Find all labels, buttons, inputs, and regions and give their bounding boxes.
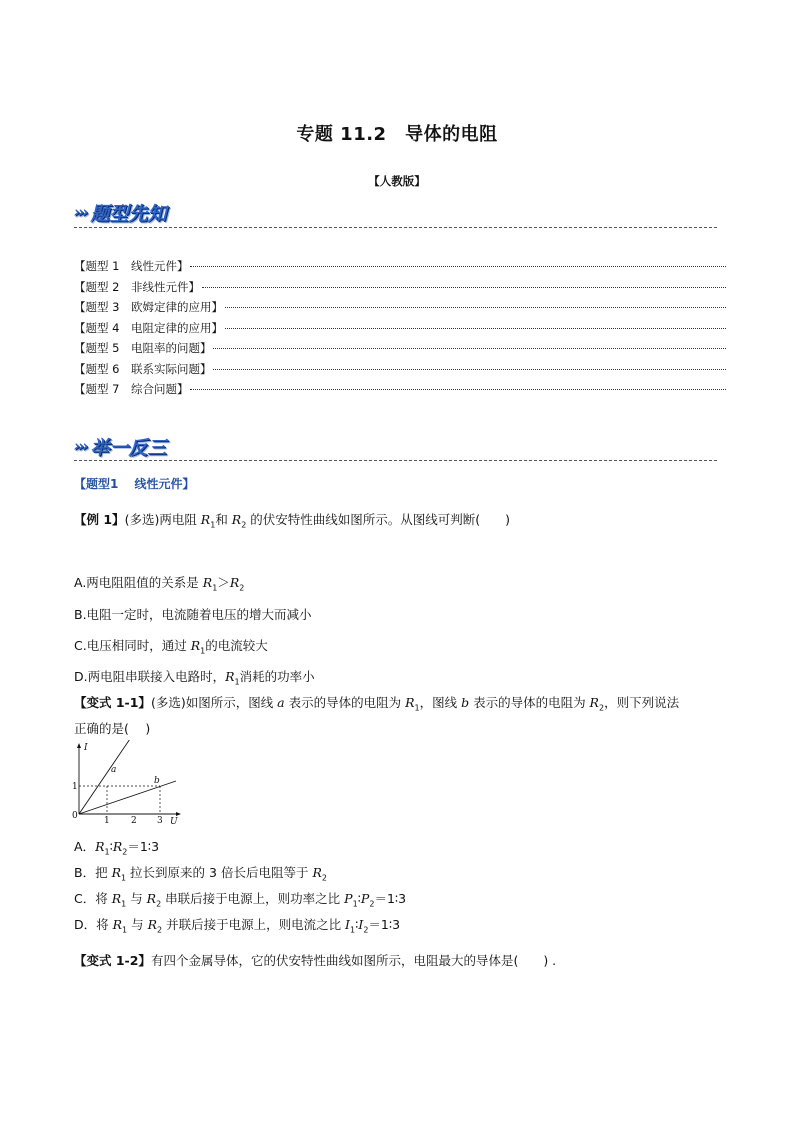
toc-item[interactable]: 【题型 4 电阻定律的应用】 [74, 320, 726, 341]
example-1-option-a: A.两电阻阻值的关系是 $R_1>R_2$ [74, 575, 245, 593]
divider [74, 227, 717, 228]
toc-list [74, 258, 726, 402]
chevron-icon: ››› [74, 437, 87, 455]
variant-1-1-option-b: B．把 $R_1$ 拉长到原来的 3 倍长后电阻等于 $R_2$ [74, 865, 327, 883]
example-1-option-b: B.电阻一定时，电流随着电压的增大而减小 [74, 607, 312, 622]
banner-practice-label: 举一反三 [90, 436, 167, 459]
page-title: 专题 11.2 导体的电阻 [296, 124, 498, 145]
dot-leader [202, 287, 726, 288]
x-tick-label: 3 [157, 816, 163, 826]
banner-practice [74, 432, 167, 460]
line-a-label: a [111, 765, 117, 775]
toc-item[interactable]: 【题型 7 综合问题】 [74, 381, 726, 402]
toc-item[interactable]: 【题型 1 线性元件】 [74, 258, 726, 279]
dot-leader [213, 369, 726, 370]
dot-leader [225, 328, 726, 329]
edition-label: 【人教版】 [368, 174, 426, 188]
chevron-icon: ››› [74, 203, 87, 221]
toc-item[interactable]: 【题型 2 非线性元件】 [74, 279, 726, 300]
toc-item[interactable]: 【题型 3 欧姆定律的应用】 [74, 299, 726, 320]
variant-1-1-option-d: D．将 $R_1$ 与 $R_2$ 并联后接于电源上，则电流之比 $I_1∶I_2=1∶3$ [74, 917, 401, 935]
variant-1-1-stem: 【变式 1-1】(多选)如图所示，图线 a 表示的导体的电阻为 $R_1$，图线 b 表示的导体的电阻为 $R_2$，则下列说法 [74, 695, 680, 713]
banner-overview-label: 题型先知 [90, 202, 167, 225]
y-axis-label: I [84, 743, 88, 753]
dot-leader [213, 348, 726, 349]
dot-leader [190, 389, 726, 390]
section-heading: 【题型1 线性元件】 [74, 477, 195, 491]
y-tick-label: 1 [72, 782, 78, 792]
line-b-label: b [154, 776, 160, 786]
banner-overview [74, 198, 167, 226]
example-1-option-c: C.电压相同时，通过 $R_1$的电流较大 [74, 638, 268, 656]
variant-1-1-option-c: C．将 $R_1$ 与 $R_2$ 串联后接于电源上，则功率之比 $P_1∶P_2=1∶3$ [74, 891, 407, 909]
x-axis [79, 812, 181, 816]
toc-item[interactable]: 【题型 5 电阻率的问题】 [74, 340, 726, 361]
x-tick-label: 2 [131, 816, 137, 826]
dot-leader [225, 307, 726, 308]
variant-1-2-stem: 【变式 1-2】有四个金属导体，它的伏安特性曲线如图所示，电阻最大的导体是( ) . [74, 953, 557, 968]
x-axis-label: U [170, 817, 178, 826]
dot-leader [190, 266, 726, 267]
example-1-option-d: D.两电阻串联接入电路时，$R_1$消耗的功率小 [74, 669, 315, 687]
divider [74, 460, 717, 461]
variant-1-1-stem-cont: 正确的是( ) [74, 721, 151, 736]
toc-item[interactable]: 【题型 6 联系实际问题】 [74, 361, 726, 382]
origin-label: 0 [72, 811, 78, 821]
iv-graph [66, 740, 186, 826]
x-tick-label: 1 [104, 816, 110, 826]
variant-1-1-option-a: A．$R_1∶R_2=1∶3$ [74, 839, 160, 857]
y-axis [77, 743, 81, 814]
example-1-stem: 【例 1】(多选)两电阻 $R_1$和 $R_2$ 的伏安特性曲线如图所示。从图线可判断( ) [74, 512, 511, 530]
